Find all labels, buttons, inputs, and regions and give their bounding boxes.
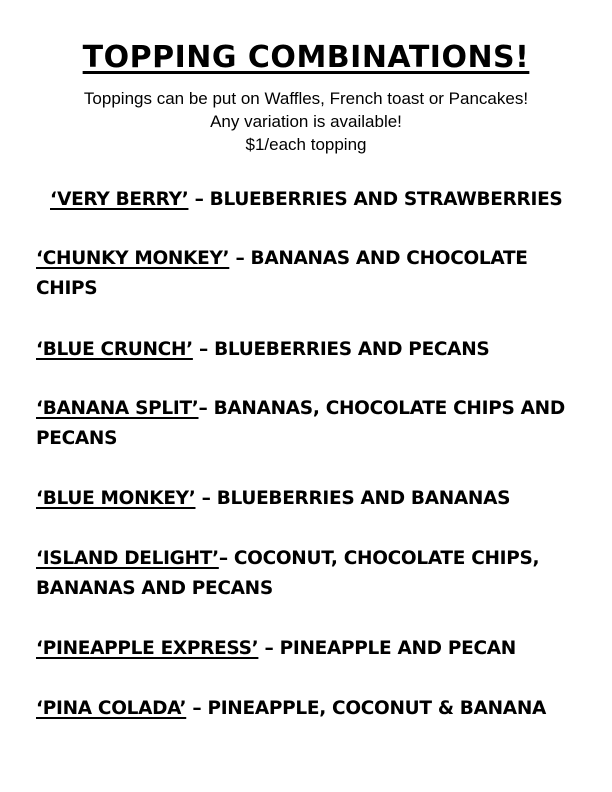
- combo-pina-colada: [36, 694, 576, 724]
- combo-name: ‘BLUE MONKEY’: [36, 488, 196, 509]
- combo-description: – BLUEBERRIES AND BANANAS: [195, 488, 511, 509]
- combo-name: ‘PINA COLADA’: [36, 698, 187, 719]
- combo-name: ‘ISLAND DELIGHT’: [36, 548, 219, 569]
- combo-name: ‘PINEAPPLE EXPRESS’: [36, 638, 259, 659]
- combo-description: – BLUEBERRIES AND STRAWBERRIES: [188, 189, 563, 210]
- combo-chunky-monkey: [36, 244, 576, 304]
- combo-name: ‘CHUNKY MONKEY’: [36, 248, 230, 269]
- combo-pineapple-express: [36, 634, 576, 664]
- combo-blue-monkey: [36, 484, 576, 514]
- combo-description: – BLUEBERRIES AND PECANS: [192, 339, 490, 360]
- combo-very-berry: [50, 185, 590, 215]
- combo-name: ‘BLUE CRUNCH’: [36, 339, 193, 360]
- combo-description: – PINEAPPLE, COCONUT & BANANA: [186, 698, 547, 719]
- combo-island-delight: [36, 544, 576, 604]
- combo-banana-split: [36, 394, 576, 454]
- subtitle-toppings-line: Toppings can be put on Waffles, French toast or Pancakes!: [83, 89, 529, 108]
- combo-blue-crunch: [36, 335, 576, 365]
- subtitle-variation-line: Any variation is available!: [210, 112, 402, 131]
- combo-name: ‘VERY BERRY’: [50, 189, 189, 210]
- combo-description: – PINEAPPLE AND PECAN: [258, 638, 516, 659]
- combo-description: – BANANAS, CHOCOLATE CHIPS AND PECANS: [36, 398, 565, 449]
- page-title: TOPPING COMBINATIONS!: [82, 40, 530, 75]
- subtitle-price-line: $1/each topping: [245, 135, 367, 154]
- combo-description: – COCONUT, CHOCOLATE CHIPS, BANANAS AND PECANS: [36, 548, 540, 599]
- combo-description: – BANANAS AND CHOCOLATE CHIPS: [36, 248, 528, 299]
- combo-name: ‘BANANA SPLIT’: [36, 398, 199, 419]
